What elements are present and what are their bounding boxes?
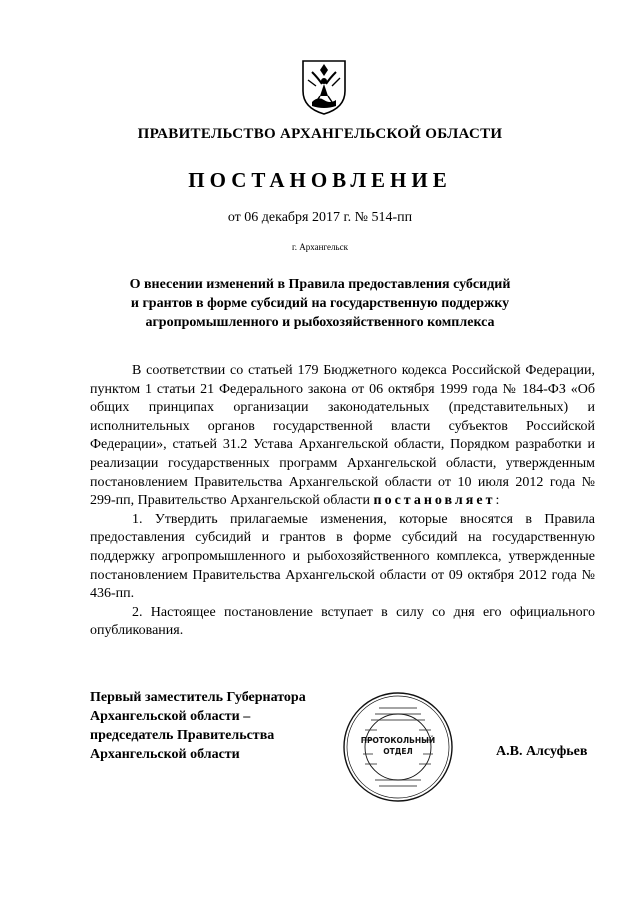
government-name: ПРАВИТЕЛЬСТВО АРХАНГЕЛЬСКОЙ ОБЛАСТИ xyxy=(137,126,503,142)
preamble-text: В соответствии со статьей 179 Бюджетного кодекса Российской Федерации, пунктом 1 статьи 21 Федерального закона от 06 октября 1999 года № 184-ФЗ «Об общих принципах организации законодательных (представительных) и исполнительных органов государственной власти субъектов Российской Федерации», статьей 31.2 Устава Архангельской области, Порядком разработки и реализации государственных программ Архангельской области, утвержденным постановлением Правительства Архангельской области от 10 июля 2012 года № 299-пп, Правительство Архангельской области xyxy=(90,363,595,509)
item-2-paragraph: 2. Настоящее постановление вступает в силу со дня его официального опубликования. xyxy=(90,604,595,639)
subject-line: О внесении изменений в Правила предоставления субсидий xyxy=(129,277,511,292)
decree-word: постановляет xyxy=(373,493,496,509)
seal-text: ПРОТОКОЛЬНЫЙ xyxy=(360,736,436,745)
position-line: председатель Правительства xyxy=(90,728,275,743)
position-line: Архангельской области xyxy=(90,747,240,762)
document-body xyxy=(90,362,595,641)
document-type-title: ПОСТАНОВЛЕНИЕ xyxy=(188,168,452,192)
subject-line: агропромышленного и рыбохозяйственного комплекса xyxy=(145,315,495,330)
document-city: г. Архангельск xyxy=(292,242,348,252)
decree-colon: : xyxy=(495,493,500,509)
signatory-name: А.В. Алсуфьев xyxy=(496,744,588,759)
position-line: Первый заместитель Губернатора xyxy=(90,690,306,705)
seal-text: ОТДЕЛ xyxy=(383,747,413,756)
position-line: Архангельской области – xyxy=(90,709,251,724)
official-seal-stamp xyxy=(341,690,455,804)
document-subject xyxy=(0,275,640,332)
subject-line: и грантов в форме субсидий на государственную поддержку xyxy=(130,296,510,311)
signatory-position xyxy=(90,688,306,764)
item-1-paragraph: 1. Утвердить прилагаемые изменения, которые вносятся в Правила предоставления субсидий и грантов в форме субсидий на государственную поддержку агропромышленного и рыбохозяйственного комплекса, утвержденные постановлением Правительства Архангельской области от 09 октября 2012 года № 436-пп. xyxy=(90,511,595,602)
coat-of-arms-icon xyxy=(300,58,348,116)
preamble-paragraph xyxy=(90,362,595,511)
document-date-number: от 06 декабря 2017 г. № 514-пп xyxy=(227,210,413,225)
